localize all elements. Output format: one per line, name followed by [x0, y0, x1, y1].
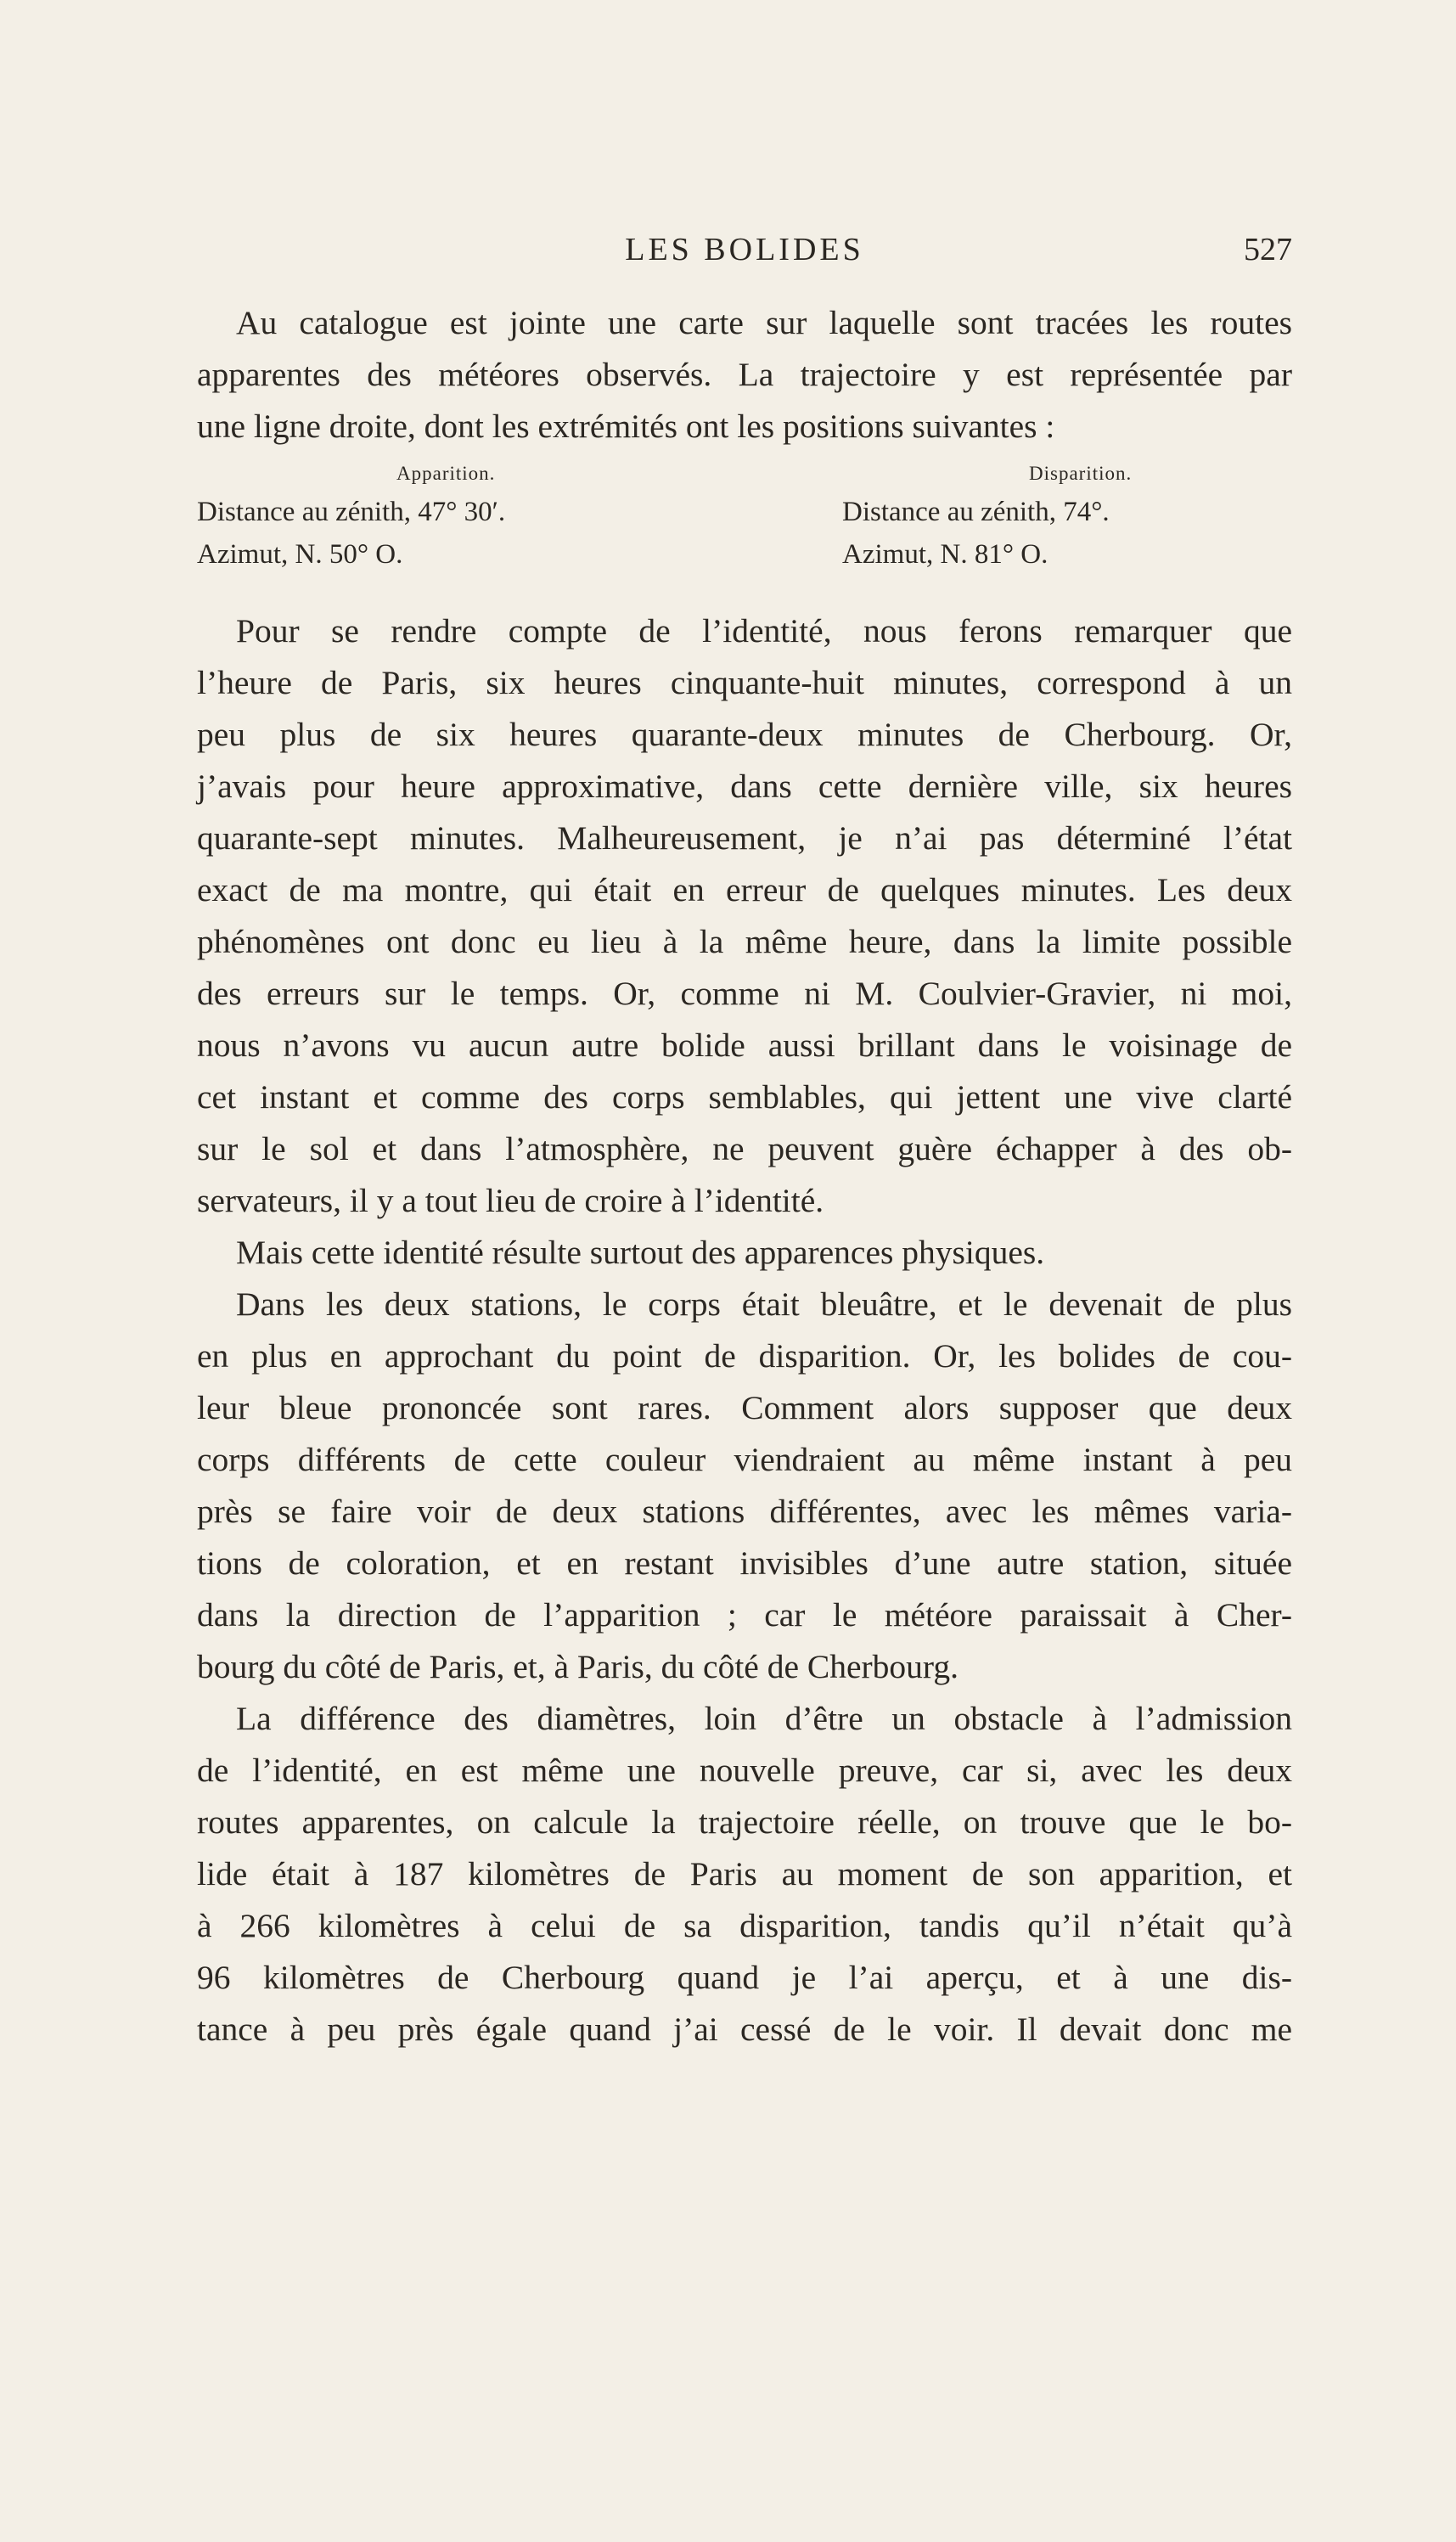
text-line: Pour se rendre compte de l’identité, nous ferons remarquer que	[236, 612, 1292, 650]
text-line: bourg du côté de Paris, et, à Paris, du côté de Cherbourg.	[197, 1648, 958, 1685]
text-body	[197, 297, 1292, 2056]
text-line: l’heure de Paris, six heures cinquante-huit minutes, correspond à un	[197, 664, 1292, 701]
positions-table	[197, 457, 1292, 597]
text-line: près se faire voir de deux stations différentes, avec les mêmes varia-	[197, 1493, 1292, 1530]
text-line: sur le sol et dans l’atmosphère, ne peuvent guère échapper à des ob-	[197, 1130, 1292, 1167]
text-line: Dans les deux stations, le corps était bleuâtre, et le devenait de plus	[236, 1285, 1292, 1323]
text-line: cet instant et comme des corps semblables, qui jettent une vive clarté	[197, 1078, 1292, 1116]
text-line: Au catalogue est jointe une carte sur laquelle sont tracées les routes	[236, 304, 1292, 341]
text-line: 96 kilomètres de Cherbourg quand je l’ai aperçu, et à une dis-	[197, 1959, 1292, 1996]
text-line: apparentes des météores observés. La trajectoire y est représentée par	[197, 356, 1292, 393]
text-line: des erreurs sur le temps. Or, comme ni M. Coulvier-Gravier, ni moi,	[197, 975, 1292, 1012]
text-line: exact de ma montre, qui était en erreur de quelques minutes. Les deux	[197, 871, 1292, 908]
apparition-azimut: Azimut, N. 50° O.	[197, 539, 403, 570]
text-line: Mais cette identité résulte surtout des apparences physiques.	[236, 1234, 1045, 1271]
text-line: peu plus de six heures quarante-deux minutes de Cherbourg. Or,	[197, 716, 1292, 753]
running-title: LES BOLIDES	[625, 232, 864, 267]
text-line: nous n’avons vu aucun autre bolide aussi brillant dans le voisinage de	[197, 1026, 1292, 1064]
paragraph-apparences	[197, 1227, 1292, 1279]
text-line: routes apparentes, on calcule la trajectoire réelle, on trouve que le bo-	[197, 1803, 1292, 1841]
text-line: dans la direction de l’apparition ; car le météore paraissait à Cher-	[197, 1596, 1292, 1634]
disparition-azimut: Azimut, N. 81° O.	[842, 539, 1048, 570]
text-line: une ligne droite, dont les extrémités ont les positions suivantes :	[197, 408, 1055, 445]
paragraph-catalogue	[197, 297, 1292, 453]
text-line: quarante-sept minutes. Malheureusement, je n’ai pas déterminé l’état	[197, 819, 1292, 857]
disparition-heading: Disparition.	[1029, 463, 1133, 484]
text-line: phénomènes ont donc eu lieu à la même heure, dans la limite possible	[197, 923, 1292, 960]
paragraph-diametres	[197, 1693, 1292, 2056]
disparition-distance: Distance au zénith, 74°.	[842, 497, 1110, 527]
apparition-distance: Distance au zénith, 47° 30′.	[197, 497, 506, 527]
apparition-heading: Apparition.	[396, 463, 496, 484]
text-line: tions de coloration, et en restant invisibles d’une autre station, située	[197, 1544, 1292, 1582]
disparition-column	[842, 457, 1284, 576]
text-line: en plus en approchant du point de disparition. Or, les bolides de cou-	[197, 1337, 1292, 1375]
paragraph-identite	[197, 605, 1292, 1227]
running-header	[197, 231, 1292, 273]
text-line: La différence des diamètres, loin d’être un obstacle à l’admission	[236, 1700, 1292, 1737]
text-line: à 266 kilomètres à celui de sa disparition, tandis qu’il n’était qu’à	[197, 1907, 1292, 1944]
text-line: leur bleue prononcée sont rares. Comment alors supposer que deux	[197, 1389, 1292, 1426]
text-line: corps différents de cette couleur viendraient au même instant à peu	[197, 1441, 1292, 1478]
paragraph-couleur	[197, 1279, 1292, 1693]
text-line: servateurs, il y a tout lieu de croire à l’identité.	[197, 1182, 824, 1219]
page-number: 527	[1244, 232, 1292, 267]
apparition-column	[197, 457, 638, 576]
text-line: de l’identité, en est même une nouvelle preuve, car si, avec les deux	[197, 1752, 1292, 1789]
text-line: lide était à 187 kilomètres de Paris au moment de son apparition, et	[197, 1855, 1292, 1892]
text-line: j’avais pour heure approximative, dans cette dernière ville, six heures	[197, 768, 1292, 805]
text-line: tance à peu près égale quand j’ai cessé de le voir. Il devait donc me	[197, 2011, 1292, 2048]
